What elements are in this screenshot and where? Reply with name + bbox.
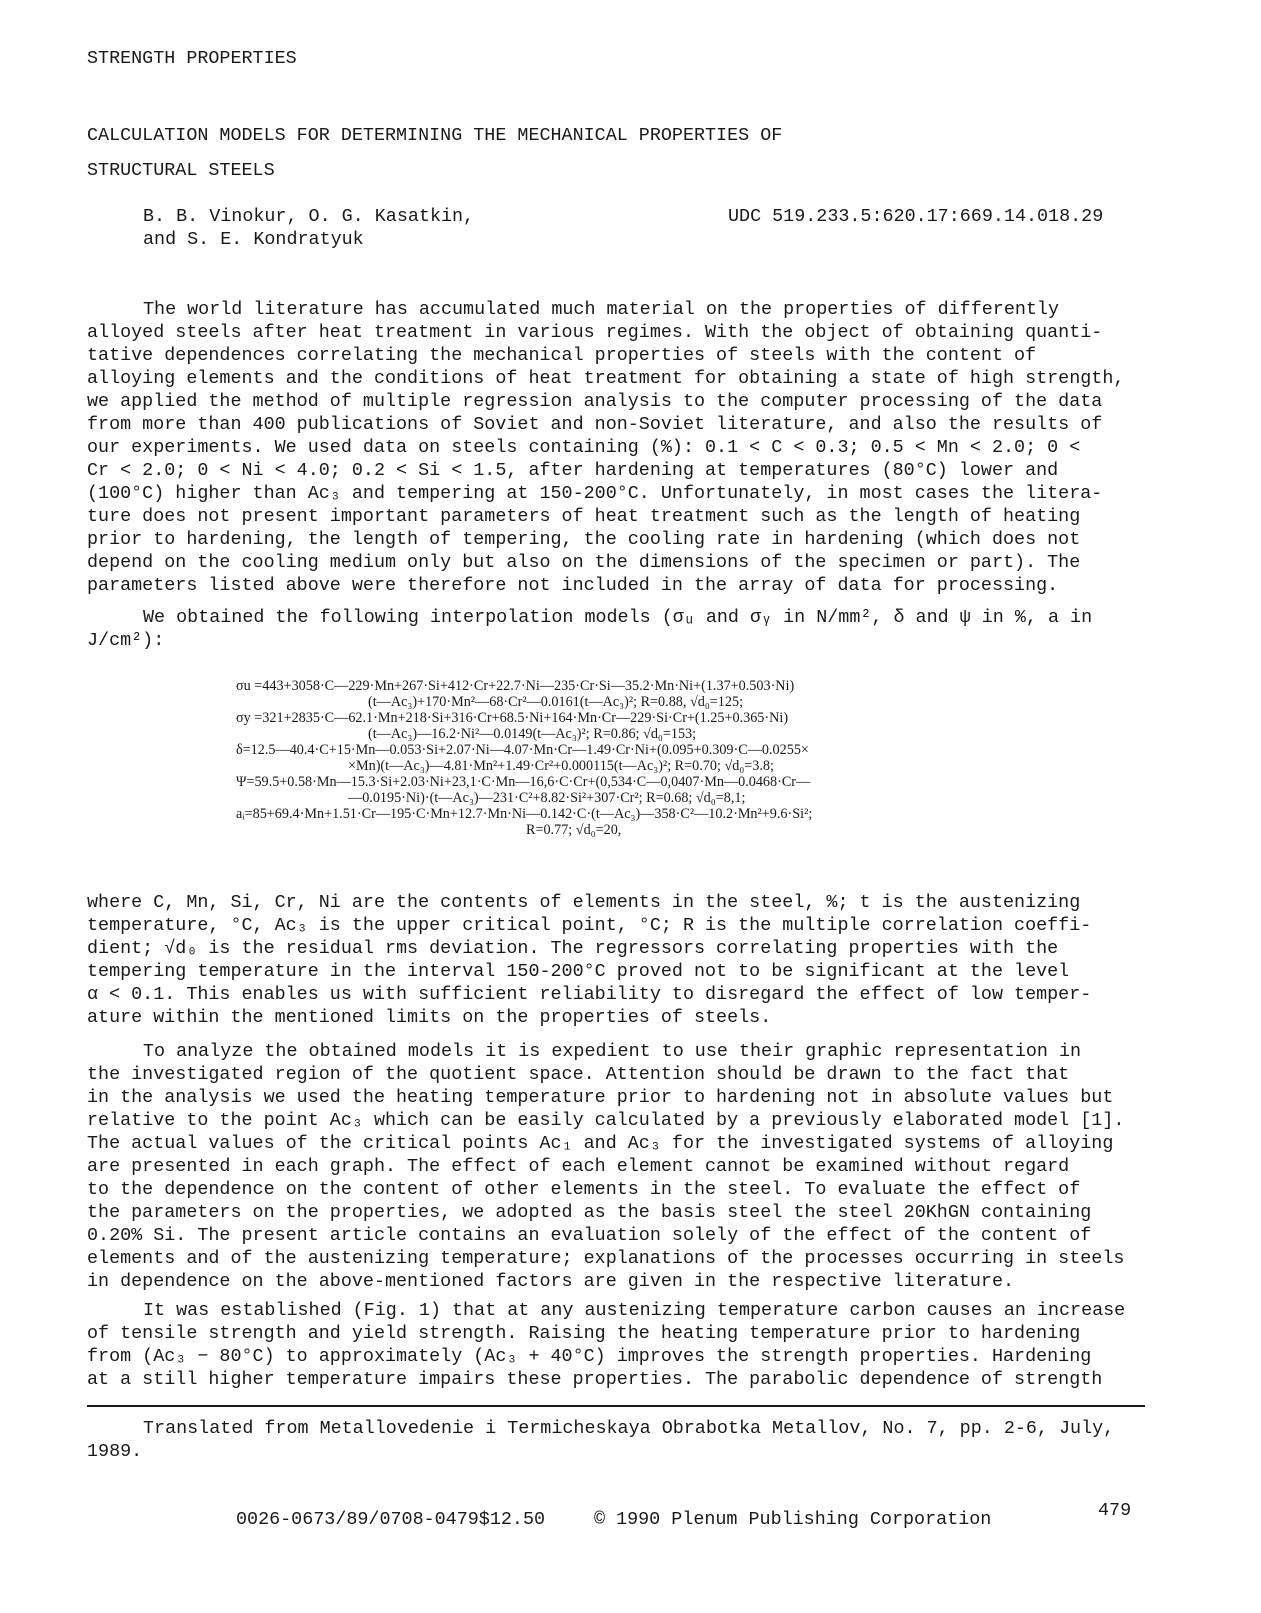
text-line: tative dependences correlating the mechanical properties of steels with the content of bbox=[87, 345, 1037, 366]
equation-line: δ=12.5—40.4·C+15·Mn—0.053·Si+2.07·Ni—4.07·Mn·Cr—1.49·Cr·Ni+(0.095+0.309·C—0.0255× bbox=[236, 742, 809, 758]
text-line: the parameters on the properties, we adopted as the basis steel the steel 20KhGN containing bbox=[87, 1202, 1092, 1223]
page-number: 479 bbox=[1098, 1500, 1132, 1521]
text-line: in dependence on the above-mentioned factors are given in the respective literature. bbox=[87, 1271, 1015, 1292]
article-title-line2: STRUCTURAL STEELS bbox=[87, 160, 275, 181]
text-line: The actual values of the critical points Ac₁ and Ac₃ for the investigated systems of alloying bbox=[87, 1133, 1114, 1154]
text-line: parameters listed above were therefore not included in the array of data for processing. bbox=[87, 575, 1059, 596]
equation-line: (t—Ac₃)+170·Mn²—68·Cr²—0.0161(t—Ac₃)²; R=0.88, √d₀=125; bbox=[368, 694, 744, 710]
equation-line: ×Mn)(t—Ac₃)—4.81·Mn²+1.49·Cr²+0.000115(t—Ac₃)²; R=0.70; √d₀=3.8; bbox=[348, 758, 774, 774]
text-line: in the analysis we used the heating temperature prior to hardening not in absolute values but bbox=[87, 1087, 1114, 1108]
section-heading: STRENGTH PROPERTIES bbox=[87, 48, 297, 69]
text-line: It was established (Fig. 1) that at any austenizing temperature carbon causes an increase bbox=[143, 1300, 1126, 1321]
equation-line: σy =321+2835·C—62.1·Mn+218·Si+316·Cr+68.5·Ni+164·Mn·Cr—229·Si·Cr+(1.25+0.365·Ni) bbox=[236, 710, 789, 726]
footnote-divider bbox=[87, 1405, 1145, 1407]
text-line: To analyze the obtained models it is expedient to use their graphic representation in bbox=[143, 1041, 1082, 1062]
paragraph-definitions bbox=[87, 891, 1147, 1029]
text-line: tempering temperature in the interval 150-200°C proved not to be significant at the level bbox=[87, 961, 1070, 982]
authors-line2: and S. E. Kondratyuk bbox=[143, 229, 364, 250]
text-line: of tensile strength and yield strength. Raising the heating temperature prior to hardening bbox=[87, 1323, 1081, 1344]
text-line: α < 0.1. This enables us with sufficient reliability to disregard the effect of low temper- bbox=[87, 984, 1092, 1005]
text-line: alloyed steels after heat treatment in various regimes. With the object of obtaining quanti- bbox=[87, 322, 1103, 343]
text-line: at a still higher temperature impairs these properties. The parabolic dependence of strength bbox=[87, 1369, 1103, 1390]
footer-copyright: © 1990 Plenum Publishing Corporation bbox=[594, 1509, 992, 1530]
authors-line1: B. B. Vinokur, O. G. Kasatkin, bbox=[143, 206, 475, 227]
equation-line: R=0.77; √d₀=20, bbox=[526, 822, 622, 838]
text-line: ature within the mentioned limits on the properties of steels. bbox=[87, 1007, 772, 1028]
paragraph-models-intro bbox=[87, 606, 1147, 652]
text-line: depend on the cooling medium only but also on the dimensions of the specimen or part). The bbox=[87, 552, 1081, 573]
text-line: to the dependence on the content of other elements in the steel. To evaluate the effect of bbox=[87, 1179, 1081, 1200]
text-line: The world literature has accumulated much material on the properties of differently bbox=[143, 299, 1060, 320]
text-line: alloying elements and the conditions of heat treatment for obtaining a state of high strength, bbox=[87, 368, 1125, 389]
translation-footnote-line2: 1989. bbox=[87, 1441, 143, 1462]
text-line: relative to the point Ac₃ which can be easily calculated by a previously elaborated model [1]. bbox=[87, 1110, 1125, 1131]
text-line: are presented in each graph. The effect of each element cannot be examined without regard bbox=[87, 1156, 1070, 1177]
equation-line: —0.0195·Ni)·(t—Ac₃)—231·C²+8.82·Si²+307·Cr²; R=0.68; √d₀=8,1; bbox=[348, 790, 746, 806]
text-line: (100°C) higher than Ac₃ and tempering at 150-200°C. Unfortunately, in most cases the litera- bbox=[87, 483, 1103, 504]
regression-equations bbox=[236, 678, 1006, 838]
text-line: the investigated region of the quotient space. Attention should be drawn to the fact that bbox=[87, 1064, 1070, 1085]
equation-line: aᵢ=85+69.4·Mn+1.51·Cr—195·C·Mn+12.7·Mn·Ni—0.142·C·(t—Ac₃)—358·C²—10.2·Mn²+9.6·Si²; bbox=[236, 806, 813, 822]
footer-code: 0026-0673/89/0708-0479$12.50 bbox=[236, 1509, 546, 1530]
text-line: We obtained the following interpolation models (σᵤ and σᵧ in N/mm², δ and ψ in %, a in bbox=[143, 607, 1093, 628]
text-line: Cr < 2.0; 0 < Ni < 4.0; 0.2 < Si < 1.5, after hardening at temperatures (80°C) lower and bbox=[87, 460, 1059, 481]
text-line: we applied the method of multiple regression analysis to the computer processing of the data bbox=[87, 391, 1103, 412]
udc-code: UDC 519.233.5:620.17:669.14.018.29 bbox=[728, 206, 1104, 227]
text-line: elements and of the austenizing temperature; explanations of the processes occurring in steels bbox=[87, 1248, 1125, 1269]
text-line: dient; √d₀ is the residual rms deviation. The regressors correlating properties with the bbox=[87, 938, 1059, 959]
article-title-line1: CALCULATION MODELS FOR DETERMINING THE MECHANICAL PROPERTIES OF bbox=[87, 125, 783, 146]
equation-line: (t—Ac₃)—16.2·Ni²—0.0149(t—Ac₃)²; R=0.86; √d₀=153; bbox=[368, 726, 697, 742]
translation-footnote-line1: Translated from Metallovedenie i Termicheskaya Obrabotka Metallov, No. 7, pp. 2-6, July, bbox=[143, 1418, 1115, 1439]
text-line: temperature, °C, Ac₃ is the upper critical point, °C; R is the multiple correlation coeffi- bbox=[87, 915, 1092, 936]
paragraph-analysis bbox=[87, 1040, 1147, 1293]
text-line: our experiments. We used data on steels containing (%): 0.1 < C < 0.3; 0.5 < Mn < 2.0; 0 < bbox=[87, 437, 1081, 458]
text-line: prior to hardening, the length of tempering, the cooling rate in hardening (which does not bbox=[87, 529, 1081, 550]
paragraph-intro bbox=[87, 298, 1147, 597]
text-line: 0.20% Si. The present article contains an evaluation solely of the effect of the content of bbox=[87, 1225, 1092, 1246]
text-line: J/cm²): bbox=[87, 630, 165, 651]
paragraph-carbon-effect bbox=[87, 1299, 1147, 1391]
text-line: from more than 400 publications of Soviet and non-Soviet literature, and also the results of bbox=[87, 414, 1103, 435]
equation-line: σu =443+3058·C—229·Mn+267·Si+412·Cr+22.7·Ni—235·Cr·Si—35.2·Mn·Ni+(1.37+0.503·Ni) bbox=[236, 678, 795, 694]
equation-line: Ψ=59.5+0.58·Mn—15.3·Si+2.03·Ni+23,1·C·Mn—16,6·C·Cr+(0,534·C—0,0407·Mn—0.0468·Cr— bbox=[236, 774, 811, 790]
text-line: ture does not present important parameters of heat treatment such as the length of heating bbox=[87, 506, 1081, 527]
text-line: from (Ac₃ − 80°C) to approximately (Ac₃ + 40°C) improves the strength properties. Hardening bbox=[87, 1346, 1092, 1367]
text-line: where C, Mn, Si, Cr, Ni are the contents of elements in the steel, %; t is the austenizing bbox=[87, 892, 1081, 913]
